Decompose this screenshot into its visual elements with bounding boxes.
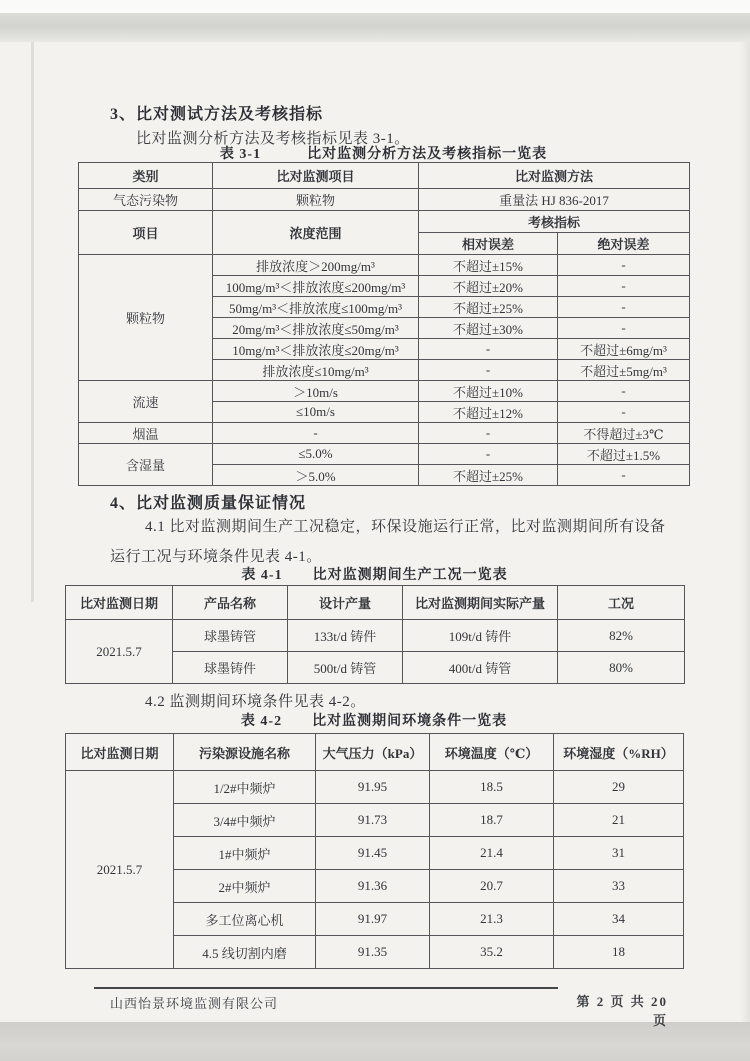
header-cell: 绝对误差 bbox=[558, 233, 690, 255]
header-cell: 产品名称 bbox=[173, 586, 288, 620]
scan-top-edge bbox=[0, 0, 750, 13]
data-cell: 不超过±5mg/m³ bbox=[558, 360, 690, 381]
data-cell: 20.7 bbox=[430, 870, 554, 903]
header-cell: 项目 bbox=[79, 211, 213, 255]
data-cell: 109t/d 铸件 bbox=[403, 620, 558, 652]
header-cell: 污染源设施名称 bbox=[174, 734, 316, 771]
data-cell: 18.5 bbox=[430, 771, 554, 804]
data-cell: 颗粒物 bbox=[213, 189, 419, 211]
table-3-1-caption bbox=[78, 143, 689, 163]
data-cell: 21.4 bbox=[430, 837, 554, 870]
data-cell: 2#中频炉 bbox=[174, 870, 316, 903]
data-cell: 多工位离心机 bbox=[174, 903, 316, 936]
scan-top-band bbox=[0, 13, 750, 42]
data-cell: 500t/d 铸管 bbox=[288, 652, 403, 684]
scan-left-shadow bbox=[31, 42, 34, 602]
table-row bbox=[79, 211, 690, 233]
header-cell: 比对监测日期 bbox=[66, 586, 173, 620]
data-cell: 33 bbox=[554, 870, 684, 903]
data-cell: 91.73 bbox=[316, 804, 430, 837]
table-row bbox=[79, 444, 690, 465]
data-cell: - bbox=[558, 465, 690, 486]
table-4-2-title: 比对监测期间环境条件一览表 bbox=[312, 714, 508, 729]
header-cell: 大气压力（kPa） bbox=[316, 734, 430, 771]
para-4-1-line1: 4.1 比对监测期间生产工况稳定，环保设施运行正常，比对监测期间所有设备 bbox=[145, 519, 666, 535]
data-cell: 3/4#中频炉 bbox=[174, 804, 316, 837]
data-cell: 91.45 bbox=[316, 837, 430, 870]
data-cell: 133t/d 铸件 bbox=[288, 620, 403, 652]
data-cell: 不得超过±3℃ bbox=[558, 423, 690, 444]
data-cell: 100mg/m³＜排放浓度≤200mg/m³ bbox=[213, 276, 419, 297]
header-cell: 类别 bbox=[79, 163, 213, 189]
table-4-1-title: 比对监测期间生产工况一览表 bbox=[312, 568, 508, 583]
header-cell: 比对监测期间实际产量 bbox=[403, 586, 558, 620]
data-cell: 91.95 bbox=[316, 771, 430, 804]
table-3-1-title: 比对监测分析方法及考核指标一览表 bbox=[307, 147, 548, 162]
data-cell: - bbox=[558, 297, 690, 318]
data-cell: 球墨铸管 bbox=[173, 620, 288, 652]
data-cell: - bbox=[213, 423, 419, 444]
data-cell: 球墨铸件 bbox=[173, 652, 288, 684]
table-row bbox=[79, 255, 690, 276]
data-cell: 18 bbox=[554, 936, 684, 969]
data-cell: 流速 bbox=[79, 381, 213, 423]
data-cell: 20mg/m³＜排放浓度≤50mg/m³ bbox=[213, 318, 419, 339]
data-cell: 21.3 bbox=[430, 903, 554, 936]
para-4-1-line2: 运行工况与环境条件见表 4-1。 bbox=[110, 549, 322, 565]
header-cell: 比对监测项目 bbox=[213, 163, 419, 189]
table-row bbox=[79, 423, 690, 444]
header-cell: 工况 bbox=[558, 586, 685, 620]
data-cell: 含湿量 bbox=[79, 444, 213, 486]
data-cell: 4.5 线切割内磨 bbox=[174, 936, 316, 969]
data-cell: 35.2 bbox=[430, 936, 554, 969]
data-cell: 10mg/m³＜排放浓度≤20mg/m³ bbox=[213, 339, 419, 360]
table-3-1 bbox=[78, 162, 690, 486]
table-4-2-label: 表 4-2 bbox=[240, 714, 283, 729]
data-cell: ＞5.0% bbox=[213, 465, 419, 486]
data-cell: 31 bbox=[554, 837, 684, 870]
data-cell: - bbox=[419, 339, 558, 360]
data-cell: ≤10m/s bbox=[213, 402, 419, 423]
data-cell: - bbox=[558, 255, 690, 276]
table-4-1-caption bbox=[65, 564, 684, 584]
table-row bbox=[79, 189, 690, 211]
header-cell: 比对监测日期 bbox=[66, 734, 174, 771]
data-cell: - bbox=[419, 444, 558, 465]
data-cell: 29 bbox=[554, 771, 684, 804]
section-4-heading: 4、比对监测质量保证情况 bbox=[110, 495, 307, 512]
table-3-1-label: 表 3-1 bbox=[219, 147, 262, 162]
data-cell: ≤5.0% bbox=[213, 444, 419, 465]
header-cell: 浓度范围 bbox=[213, 211, 419, 255]
data-cell: 重量法 HJ 836-2017 bbox=[419, 189, 690, 211]
data-cell: 不超过±12% bbox=[419, 402, 558, 423]
data-cell: 80% bbox=[558, 652, 685, 684]
header-cell: 环境湿度（%RH） bbox=[554, 734, 684, 771]
table-4-2-caption bbox=[65, 710, 683, 730]
data-cell: 1#中频炉 bbox=[174, 837, 316, 870]
data-cell: 50mg/m³＜排放浓度≤100mg/m³ bbox=[213, 297, 419, 318]
table-row bbox=[66, 771, 684, 804]
data-cell: 烟温 bbox=[79, 423, 213, 444]
data-cell: 颗粒物 bbox=[79, 255, 213, 381]
header-cell: 设计产量 bbox=[288, 586, 403, 620]
section-3-heading: 3、比对测试方法及考核指标 bbox=[110, 106, 324, 123]
data-cell: 不超过±20% bbox=[419, 276, 558, 297]
table-row bbox=[79, 381, 690, 402]
header-cell: 相对误差 bbox=[419, 233, 558, 255]
footer-rule bbox=[94, 987, 558, 989]
table-4-1 bbox=[65, 585, 685, 684]
data-cell: 34 bbox=[554, 903, 684, 936]
data-cell: 18.7 bbox=[430, 804, 554, 837]
data-cell: 不超过±15% bbox=[419, 255, 558, 276]
data-cell: 不超过±6mg/m³ bbox=[558, 339, 690, 360]
header-cell: 考核指标 bbox=[419, 211, 690, 233]
data-cell: 91.36 bbox=[316, 870, 430, 903]
data-cell: 2021.5.7 bbox=[66, 620, 173, 684]
data-cell: 400t/d 铸管 bbox=[403, 652, 558, 684]
header-cell: 环境温度（℃） bbox=[430, 734, 554, 771]
footer-company: 山西怡景环境监测有限公司 bbox=[110, 996, 279, 1011]
data-cell: 1/2#中频炉 bbox=[174, 771, 316, 804]
scan-right-shadow bbox=[740, 42, 750, 1022]
data-cell: 不超过±25% bbox=[419, 297, 558, 318]
data-cell: 不超过±1.5% bbox=[558, 444, 690, 465]
para-4-2: 4.2 监测期间环境条件见表 4-2。 bbox=[145, 694, 366, 710]
table-row bbox=[66, 734, 684, 771]
data-cell: 82% bbox=[558, 620, 685, 652]
data-cell: 21 bbox=[554, 804, 684, 837]
data-cell: 91.35 bbox=[316, 936, 430, 969]
data-cell: - bbox=[419, 423, 558, 444]
data-cell: - bbox=[558, 402, 690, 423]
data-cell: - bbox=[419, 360, 558, 381]
section-3-intro: 比对监测分析方法及考核指标见表 3-1。 bbox=[136, 131, 410, 147]
data-cell: - bbox=[558, 381, 690, 402]
data-cell: 排放浓度＞200mg/m³ bbox=[213, 255, 419, 276]
data-cell: 不超过±10% bbox=[419, 381, 558, 402]
data-cell: 排放浓度≤10mg/m³ bbox=[213, 360, 419, 381]
header-cell: 比对监测方法 bbox=[419, 163, 690, 189]
data-cell: ＞10m/s bbox=[213, 381, 419, 402]
data-cell: 不超过±25% bbox=[419, 465, 558, 486]
data-cell: 91.97 bbox=[316, 903, 430, 936]
table-4-2 bbox=[65, 733, 684, 969]
table-4-1-label: 表 4-1 bbox=[241, 568, 283, 583]
data-cell: - bbox=[558, 318, 690, 339]
data-cell: 不超过±30% bbox=[419, 318, 558, 339]
footer-page-number: 第 2 页 共 20 页 bbox=[576, 994, 668, 1028]
data-cell: - bbox=[558, 276, 690, 297]
table-row bbox=[66, 586, 685, 620]
table-row bbox=[79, 163, 690, 189]
data-cell: 气态污染物 bbox=[79, 189, 213, 211]
table-row bbox=[66, 620, 685, 652]
data-cell: 2021.5.7 bbox=[66, 771, 174, 969]
